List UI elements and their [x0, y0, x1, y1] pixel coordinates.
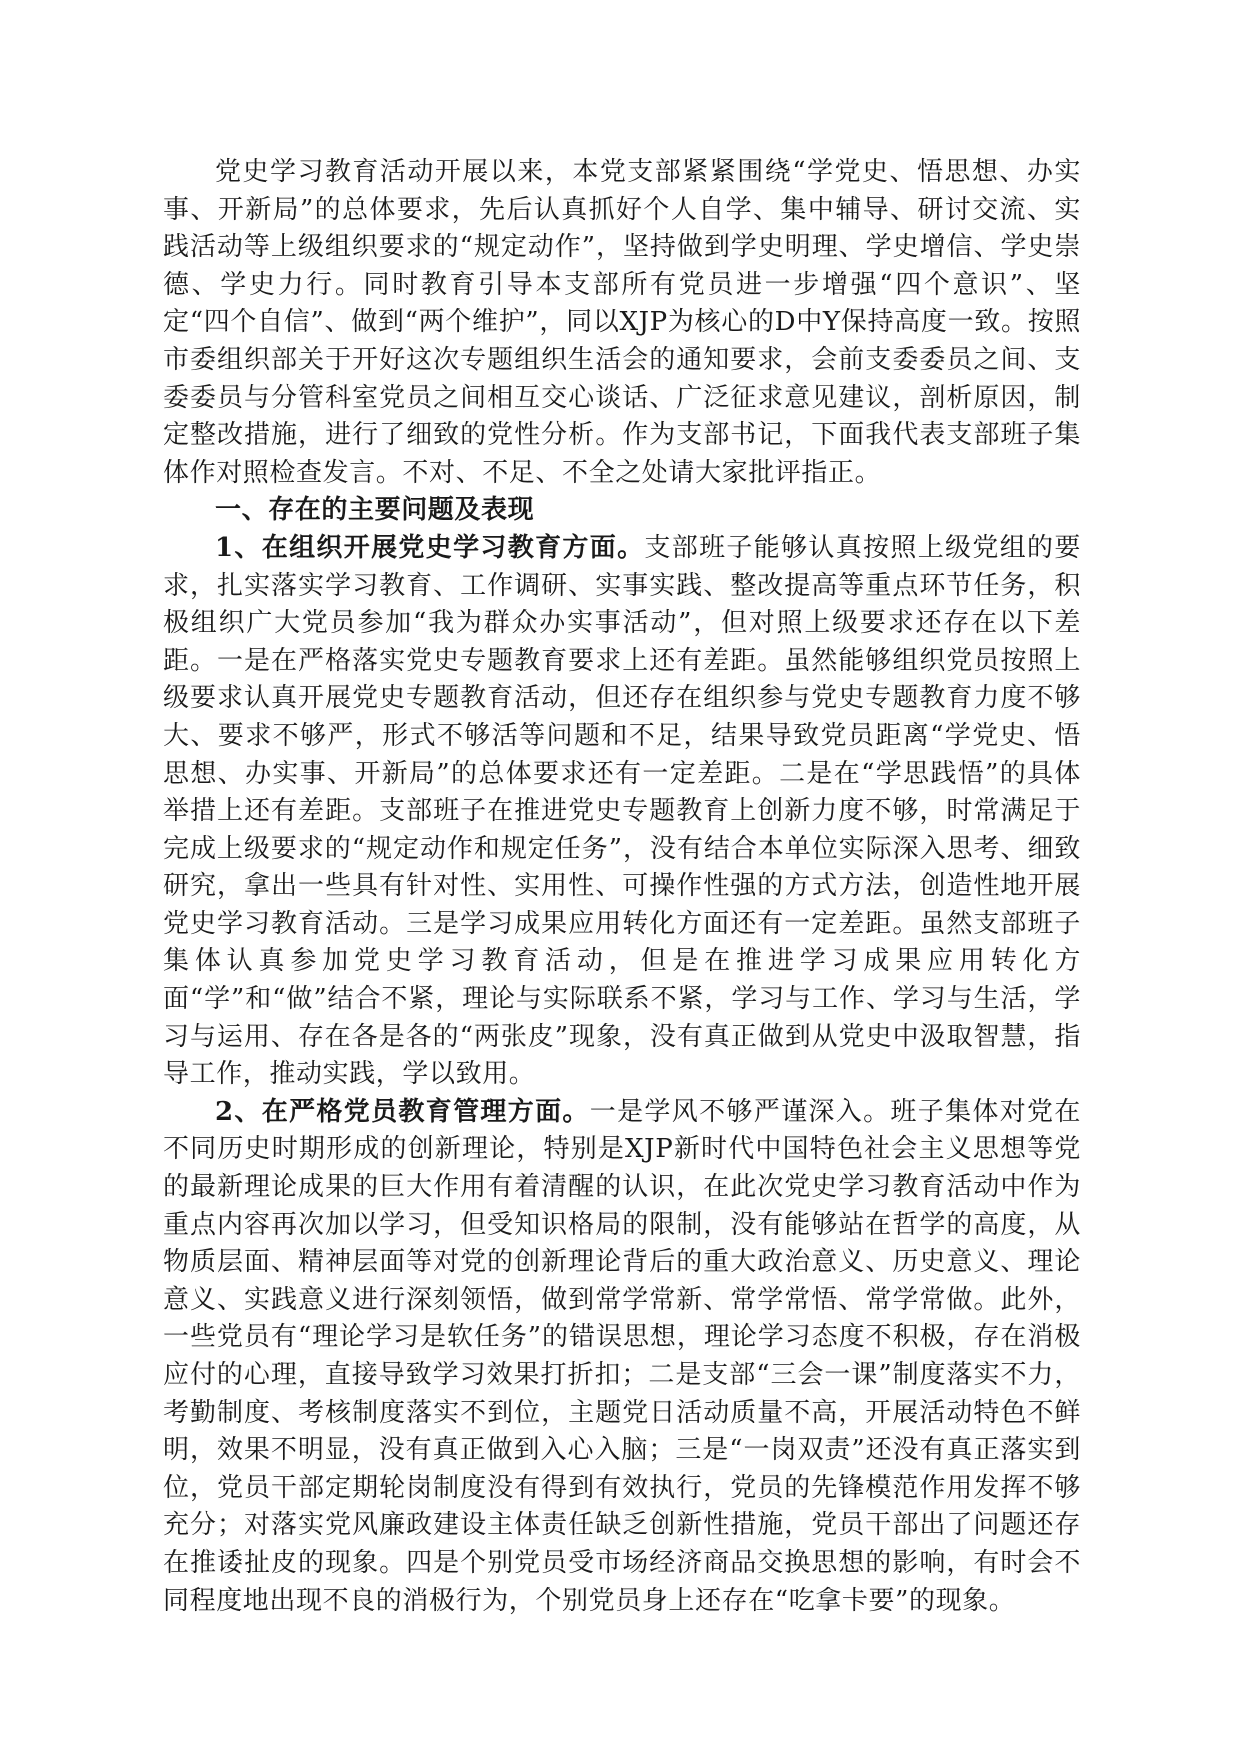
section-heading-main-problems: 一、存在的主要问题及表现: [215, 495, 535, 526]
item-2-lead: 2、在严格党员教育管理方面。: [215, 1096, 590, 1127]
item-1-paragraph: [163, 530, 1081, 1094]
item-2-body: 一是学风不够严谨深入。班子集体对党在不同历史时期形成的创新理论，特别是XJP新时代中国特色社会主义思想等党的最新理论成果的巨大作用有着清醒的认识，在此次党史学习教育活动中作为重点内容再次加以学习，但受知识格局的限制，没有能够站在哲学的高度，从物质层面、精神层面等对党的创新理论背后的重大政治意义、历史意义、理论意义、实践意义进行深刻领悟，做到常学常新、常学常悟、常学常做。此外，一些党员有“理论学习是软任务”的错误思想，理论学习态度不积极，存在消极应付的心理，直接导致学习效果打折扣；二是支部“三会一课”制度落实不力，考勤制度、考核制度落实不到位，主题党日活动质量不高，开展活动特色不鲜明，效果不明显，没有真正做到入心入脑；三是“一岗双责”还没有真正落实到位，党员干部定期轮岗制度没有得到有效执行，党员的先锋模范作用发挥不够充分；对落实党风廉政建设主体责任缺乏创新性措施，党员干部出了问题还存在推诿扯皮的现象。四是个别党员受市场经济商品交换思想的影响，有时会不同程度地出现不良的消极行为，个别党员身上还存在“吃拿卡要”的现象。: [163, 1096, 1081, 1616]
item-1-body: 支部班子能够认真按照上级党组的要求，扎实落实学习教育、工作调研、实事实践、整改提高等重点环节任务，积极组织广大党员参加“我为群众办实事活动”，但对照上级要求还存在以下差距。一是在严格落实党史专题教育要求上还有差距。虽然能够组织党员按照上级要求认真开展党史专题教育活动，但还存在组织参与党史专题教育力度不够大、要求不够严，形式不够活等问题和不足，结果导致党员距离“学党史、悟思想、办实事、开新局”的总体要求还有一定差距。二是在“学思践悟”的具体举措上还有差距。支部班子在推进党史专题教育上创新力度不够，时常满足于完成上级要求的“规定动作和规定任务”，没有结合本单位实际深入思考、细致研究，拿出一些具有针对性、实用性、可操作性强的方式方法，创造性地开展党史学习教育活动。三是学习成果应用转化方面还有一定差距。虽然支部班子集体认真参加党史学习教育活动，但是在推进学习成果应用转化方面“学”和“做”结合不紧，理论与实际联系不紧，学习与工作、学习与生活，学习与运用、存在各是各的“两张皮”现象，没有真正做到从党史中汲取智慧，指导工作，推动实践，学以致用。: [163, 532, 1081, 1090]
item-2-paragraph: [163, 1094, 1081, 1620]
item-1-lead: 1、在组织开展党史学习教育方面。: [215, 532, 645, 563]
document-page: [163, 154, 1081, 1620]
intro-paragraph: 党史学习教育活动开展以来，本党支部紧紧围绕“学党史、悟思想、办实事、开新局”的总体要求，先后认真抓好个人自学、集中辅导、研讨交流、实践活动等上级组织要求的“规定动作”，坚持做到学史明理、学史增信、学史崇德、学史力行。同时教育引导本支部所有党员进一步增强“四个意识”、坚定“四个自信”、做到“两个维护”，同以XJP为核心的D中Y保持高度一致。按照市委组织部关于开好这次专题组织生活会的通知要求，会前支委委员之间、支委委员与分管科室党员之间相互交心谈话、广泛征求意见建议，剖析原因，制定整改措施，进行了细致的党性分析。作为支部书记，下面我代表支部班子集体作对照检查发言。不对、不足、不全之处请大家批评指正。: [163, 157, 1081, 488]
